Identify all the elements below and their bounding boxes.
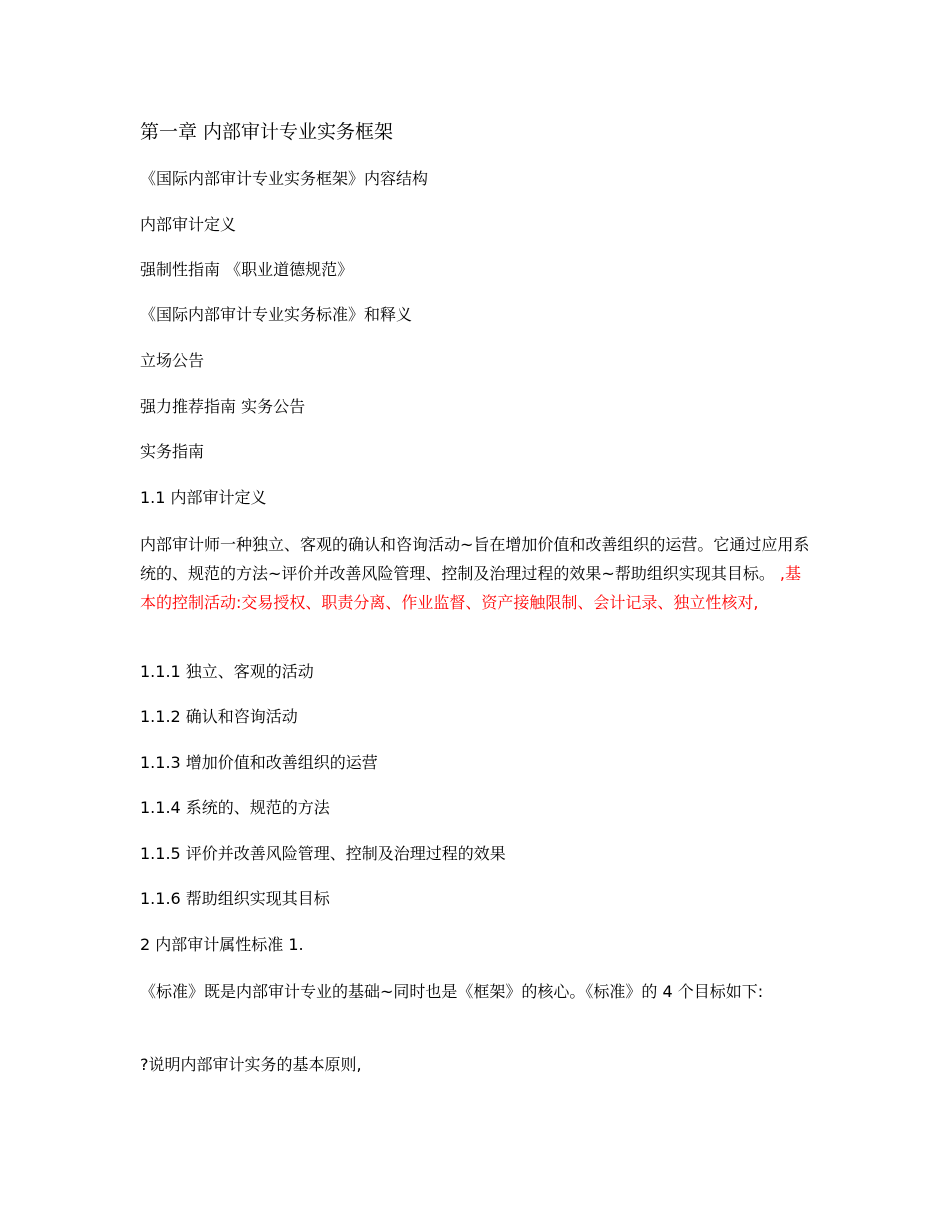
position-paper-line: 立场公告 [140,351,205,370]
recommended-guidance-line: 强力推荐指南 实务公告 [140,397,306,416]
standards-line: 《国际内部审计专业实务标准》和释义 [140,305,413,324]
bullet-item: ?说明内部审计实务的基本原则, [140,1055,362,1074]
control-activities-text: ,基本的控制活动:交易授权、职责分离、作业监督、资产接触限制、会计记录、独立性核对, [140,564,802,612]
subsection-1-1-6: 1.1.6 帮助组织实现其目标 [140,889,330,908]
subsection-1-1-5: 1.1.5 评价并改善风险管理、控制及治理过程的效果 [140,844,506,863]
definition-paragraph [140,530,810,617]
definition-line: 内部审计定义 [140,215,237,234]
subsection-1-1-2: 1.1.2 确认和咨询活动 [140,707,298,726]
section-heading-1-1: 1.1 内部审计定义 [140,488,267,507]
mandatory-guidance-line: 强制性指南 《职业道德规范》 [140,260,354,279]
subsection-1-1-3: 1.1.3 增加价值和改善组织的运营 [140,753,378,772]
standards-paragraph: 《标准》既是内部审计专业的基础~同时也是《框架》的核心。《标准》的 4 个目标如下: [140,982,764,1001]
section-heading-2: 2 内部审计属性标准 1. [140,935,304,954]
subsection-1-1-1: 1.1.1 独立、客观的活动 [140,662,314,681]
definition-text: 内部审计师一种独立、客观的确认和咨询活动~旨在增加价值和改善组织的运营。它通过应用系统的、规范的方法~评价并改善风险管理、控制及治理过程的效果~帮助组织实现其目标。 [140,535,810,583]
chapter-title: 第一章 内部审计专业实务框架 [140,121,394,143]
practice-guide-line: 实务指南 [140,442,205,461]
content-structure-line: 《国际内部审计专业实务框架》内容结构 [140,169,429,188]
subsection-1-1-4: 1.1.4 系统的、规范的方法 [140,798,330,817]
